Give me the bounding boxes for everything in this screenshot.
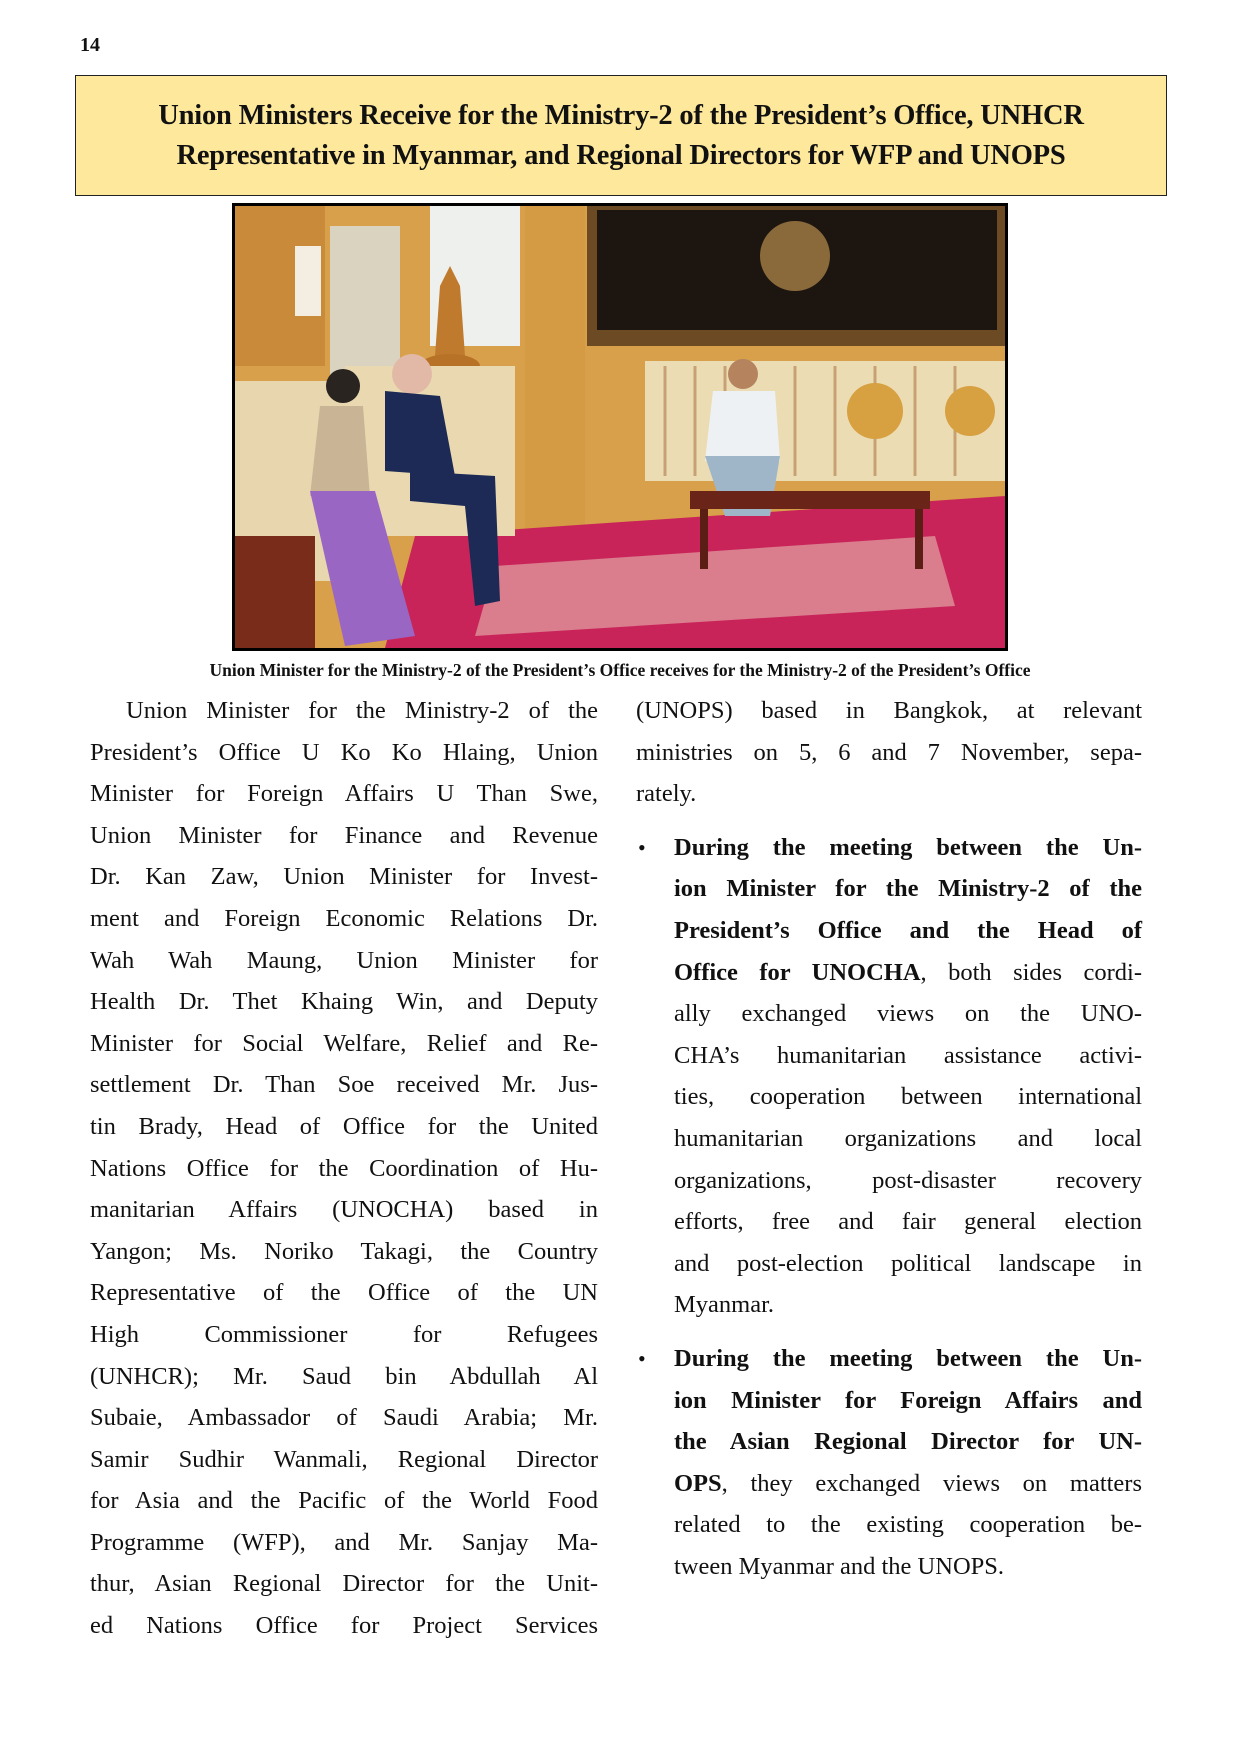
photo-caption: Union Minister for the Ministry-2 of the President’s Office receives for the Ministry-2 of the President’s Office bbox=[209, 660, 1031, 680]
text-line: for Asia and the Pacific of the World Food bbox=[90, 1487, 598, 1515]
text-line: Samir Sudhir Wanmali, Regional Director bbox=[90, 1445, 598, 1473]
text-line-bold: During the meeting between the Un- bbox=[674, 833, 1142, 861]
minister-head bbox=[728, 359, 758, 389]
text-line: ed Nations Office for Project Services bbox=[90, 1612, 598, 1640]
cushion bbox=[945, 386, 995, 436]
meeting-photo bbox=[232, 203, 1008, 651]
text-line: (UNHCR); Mr. Saud bin Abdullah Al bbox=[90, 1362, 598, 1390]
article-title-line-2: Representative in Myanmar, and Regional Directors for WFP and UNOPS bbox=[176, 139, 1066, 171]
text-line: President’s Office U Ko Ko Hlaing, Union bbox=[90, 738, 598, 766]
bold-lead: OPS bbox=[674, 1469, 722, 1497]
text-line: Representative of the Office of the UN bbox=[90, 1279, 598, 1307]
text-line: and post-election political landscape in bbox=[674, 1249, 1142, 1277]
text-line: ally exchanged views on the UNO- bbox=[674, 1000, 1142, 1028]
coffee-table bbox=[690, 491, 930, 509]
guest-woman-jacket bbox=[310, 406, 370, 496]
minister-jacket bbox=[705, 391, 780, 461]
article-body-left-column bbox=[90, 690, 598, 1647]
page-number: 14 bbox=[80, 34, 100, 56]
text-line-bold: ion Minister for Foreign Affairs and bbox=[674, 1386, 1142, 1414]
text-line: rately. bbox=[636, 780, 697, 808]
text-line: Programme (WFP), and Mr. Sanjay Ma- bbox=[90, 1528, 598, 1556]
text-line: Nations Office for the Coordination of Hu- bbox=[90, 1154, 598, 1182]
guest-woman-head bbox=[326, 369, 360, 403]
bullet-icon: • bbox=[638, 834, 646, 860]
article-title-line-1: Union Ministers Receive for the Ministry-2 of the President’s Office, UNHCR bbox=[158, 99, 1084, 131]
text-line: CHA’s humanitarian assistance activi- bbox=[674, 1041, 1142, 1069]
text-line-bold: the Asian Regional Director for UN- bbox=[674, 1428, 1142, 1456]
text-line: Myanmar. bbox=[674, 1291, 775, 1319]
side-table bbox=[235, 536, 315, 648]
text-line: tin Brady, Head of Office for the United bbox=[90, 1112, 598, 1140]
bold-lead: Office for UNOCHA bbox=[674, 958, 921, 986]
calendar bbox=[295, 246, 321, 316]
text-line: organizations, post-disaster recovery bbox=[674, 1166, 1142, 1194]
text-line: (UNOPS) based in Bangkok, at relevant bbox=[636, 697, 1142, 724]
text-line: Subaie, Ambassador of Saudi Arabia; Mr. bbox=[90, 1404, 598, 1432]
text-line: High Commissioner for Refugees bbox=[90, 1320, 598, 1348]
wall-art-medallion bbox=[760, 221, 830, 291]
text-line: efforts, free and fair general election bbox=[674, 1208, 1142, 1236]
text-line: manitarian Affairs (UNOCHA) based in bbox=[90, 1196, 598, 1224]
text-line: ties, cooperation between international bbox=[674, 1083, 1142, 1111]
text-line: ment and Foreign Economic Relations Dr. bbox=[90, 904, 598, 932]
text-line: Union Minister for the Ministry-2 of the bbox=[126, 697, 598, 724]
text-line: Health Dr. Thet Khaing Win, and Deputy bbox=[90, 988, 598, 1016]
text-line: settlement Dr. Than Soe received Mr. Jus- bbox=[90, 1071, 598, 1099]
text-line: Minister for Social Welfare, Relief and Re- bbox=[90, 1029, 598, 1057]
bullet-icon: • bbox=[638, 1345, 646, 1371]
text-line-bold: President’s Office and the Head of bbox=[674, 916, 1142, 944]
text-line: Office for UNOCHA, both sides cordi- bbox=[674, 958, 1143, 986]
bullet-item-unops-meeting bbox=[636, 1338, 1142, 1588]
text-line: tween Myanmar and the UNOPS. bbox=[674, 1552, 1005, 1580]
text-line: Union Minister for Finance and Revenue bbox=[90, 821, 598, 849]
door-glass bbox=[330, 226, 400, 376]
guest-head bbox=[392, 354, 432, 394]
table-leg bbox=[915, 509, 923, 569]
text-line: Minister for Foreign Affairs U Than Swe, bbox=[90, 780, 598, 808]
text-line: Yangon; Ms. Noriko Takagi, the Country bbox=[90, 1237, 598, 1265]
text-line: OPS, they exchanged views on matters bbox=[674, 1469, 1142, 1497]
bullet-item-unocha-meeting bbox=[636, 827, 1142, 1326]
table-leg bbox=[700, 509, 708, 569]
article-body-right-column bbox=[636, 690, 1142, 1587]
article-title-box bbox=[75, 75, 1167, 196]
cushion bbox=[847, 383, 903, 439]
text-line: related to the existing cooperation be- bbox=[674, 1511, 1142, 1539]
text-line-bold: During the meeting between the Un- bbox=[674, 1344, 1142, 1372]
meeting-photo-illustration bbox=[235, 206, 1005, 648]
text-line-bold: ion Minister for the Ministry-2 of the bbox=[674, 875, 1142, 903]
text-line: Wah Wah Maung, Union Minister for bbox=[90, 946, 598, 974]
text-line: humanitarian organizations and local bbox=[674, 1124, 1142, 1152]
text-line: ministries on 5, 6 and 7 November, sepa- bbox=[636, 738, 1142, 766]
text-line: thur, Asian Regional Director for the Unit- bbox=[90, 1570, 598, 1598]
text-line: Dr. Kan Zaw, Union Minister for Invest- bbox=[90, 863, 598, 891]
